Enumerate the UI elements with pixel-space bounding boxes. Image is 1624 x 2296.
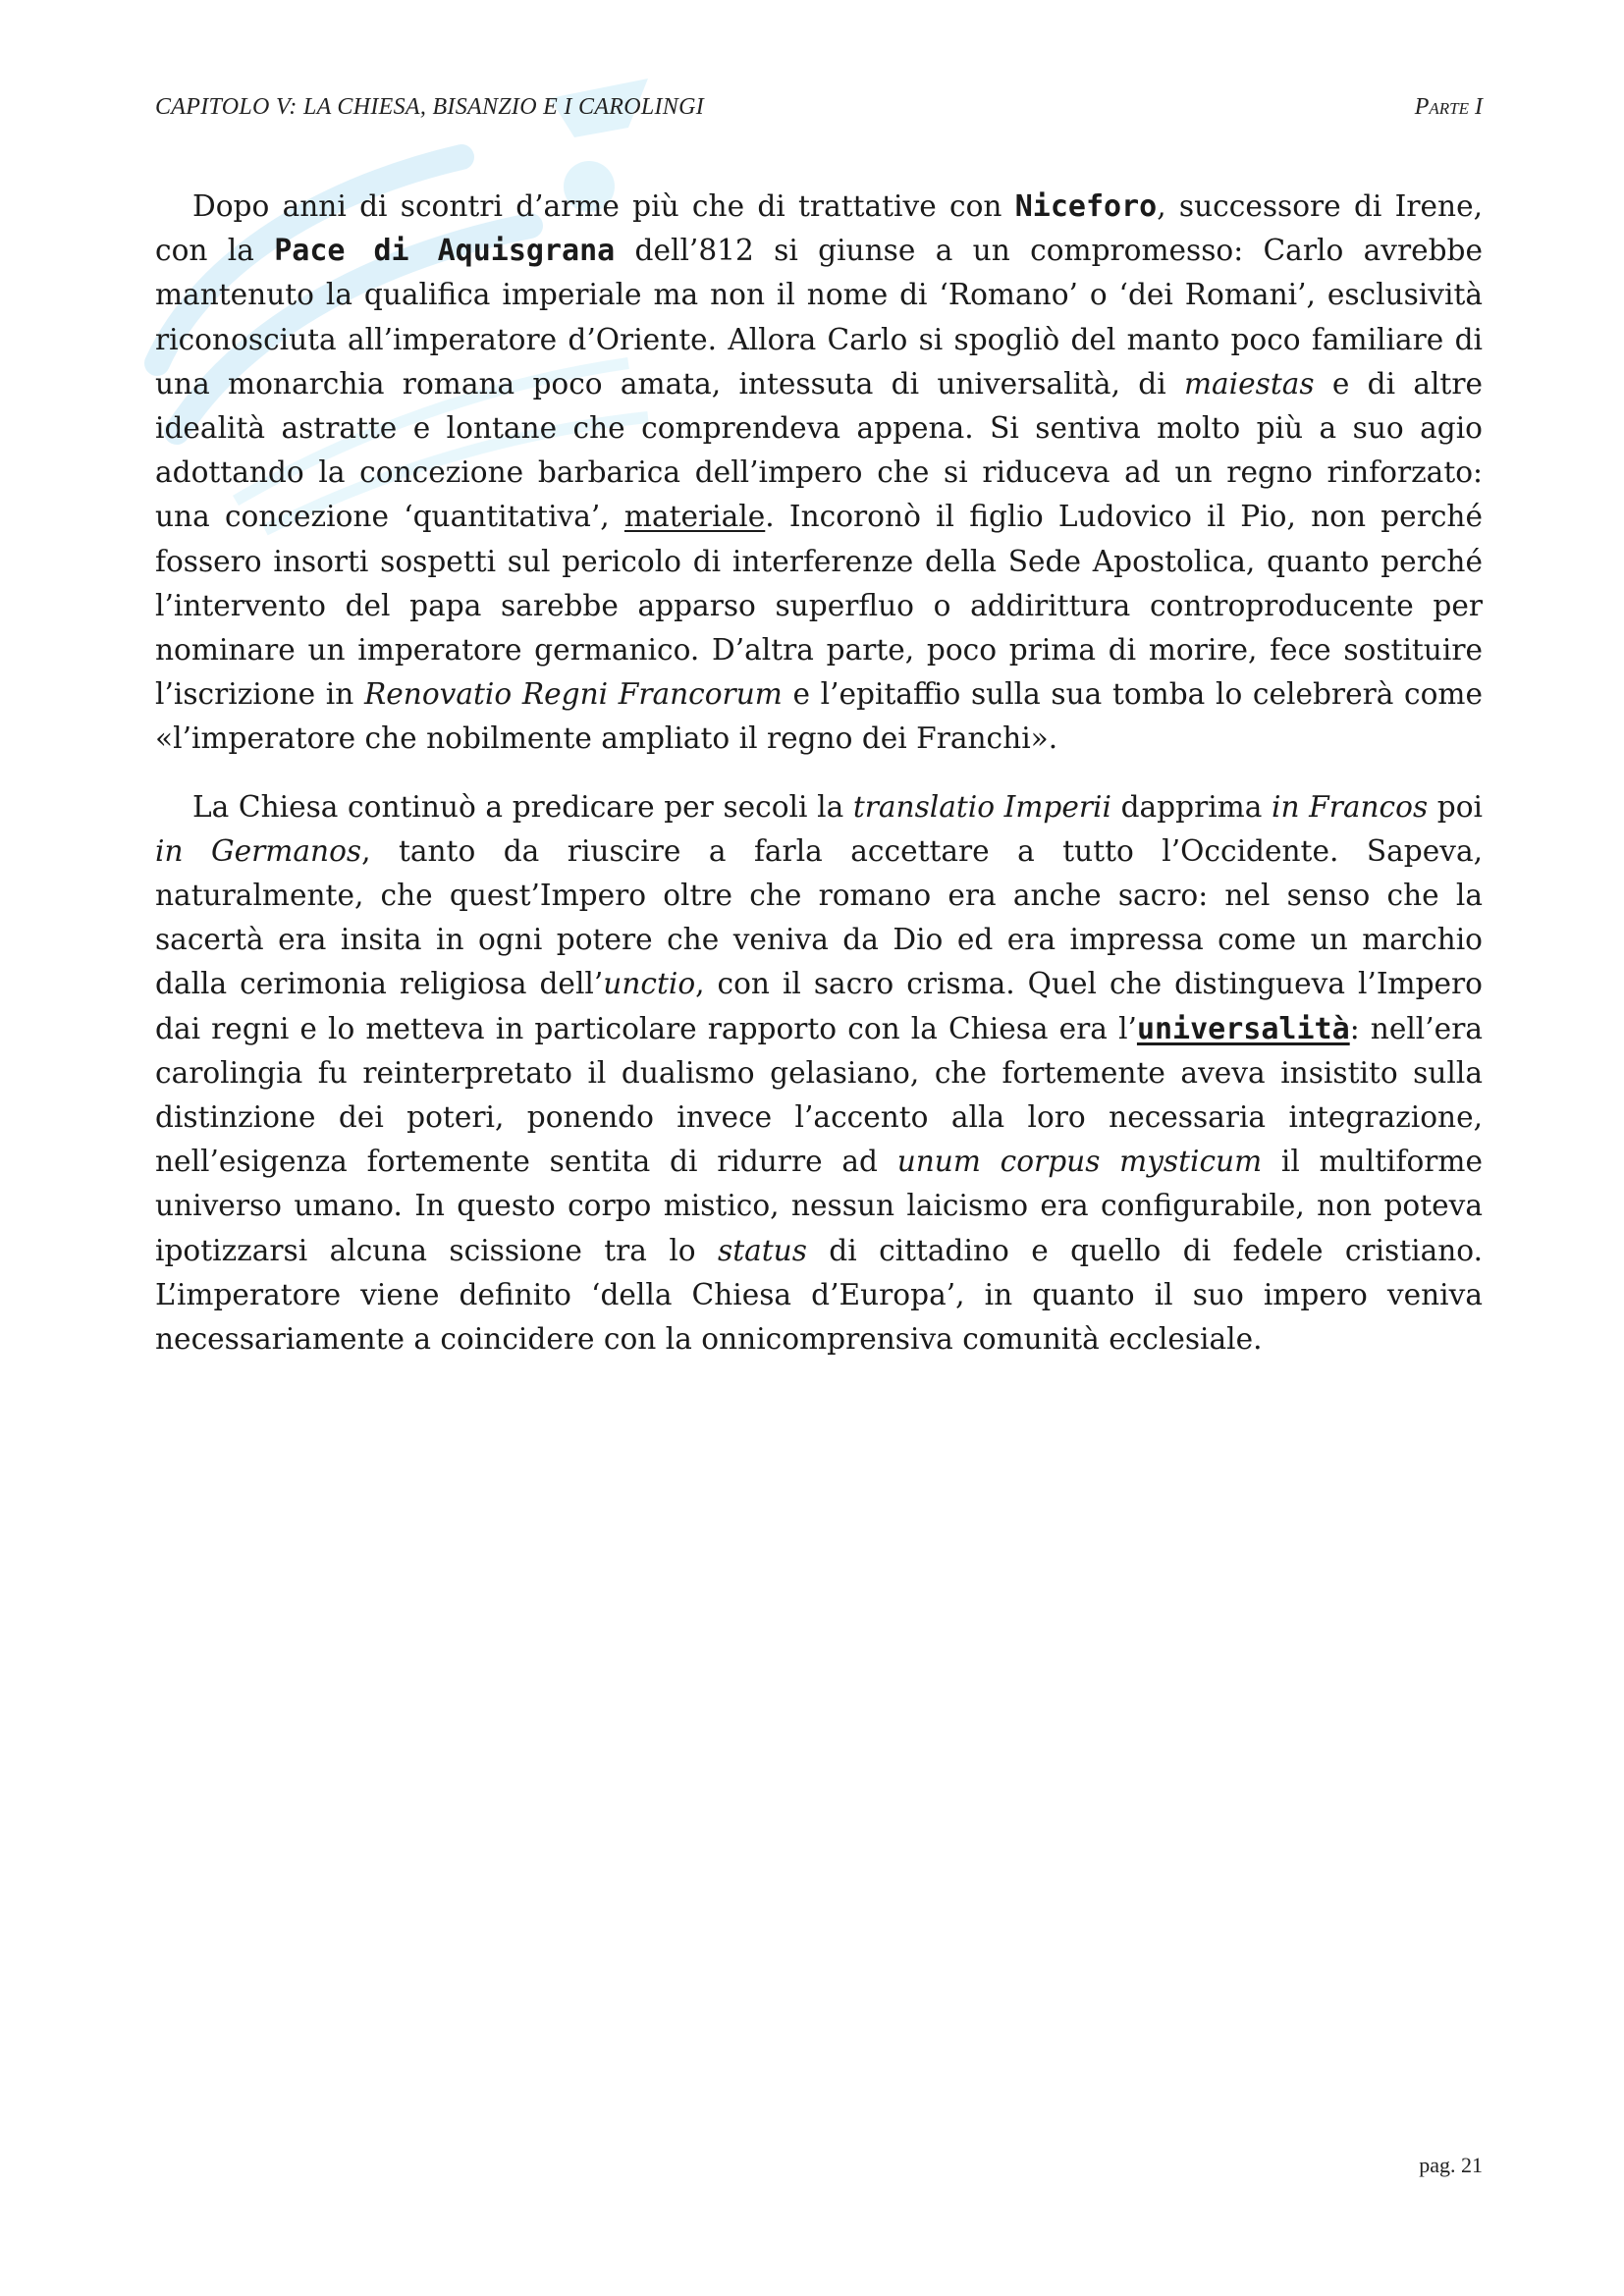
- paragraph: La Chiesa continuò a predicare per secoli la translatio Imperii dapprima in Francos poi in Germanos, tanto da riuscire a farla accettare a tutto l’Occidente. Sapeva, naturalmente, che quest’Impero oltre che romano era anche sacro: nel senso che la sacertà era insita in ogni potere che veniva da Dio ed era impressa come un marchio dalla cerimonia religiosa dell’unctio, con il sacro crisma. Quel che distingueva l’Impero dai regni e lo metteva in particolare rapporto con la Chiesa era l’universalità: nell’era carolingia fu reinterpretato il dualismo gelasiano, che fortemente aveva insistito sulla distinzione dei poteri, ponendo invece l’accento alla loro necessaria integrazione, nell’esigenza fortemente sentita di ridurre ad unum corpus mysticum il multiforme universo umano. In questo corpo mistico, nessun laicismo era configurabile, non poteva ipotizzarsi alcuna scissione tra lo status di cittadino e quello di fedele cristiano. L’imperatore viene definito ‘della Chiesa d’Europa’, in quanto il suo impero veniva necessariamente a coincidere con la onnicomprensiva comunità ecclesiale.: [155, 789, 1483, 1357]
- italic-term: status: [718, 1233, 807, 1267]
- paragraph: Dopo anni di scontri d’arme più che di trattative con Niceforo, successore di Irene, con la Pace di Aquisgrana dell’812 si giunse a un compromesso: Carlo avrebbe mantenuto la qualifica imperiale ma non il nome di ‘Romano’ o ‘dei Romani’, esclusività riconosciuta all’imperatore d’Oriente. Allora Carlo si spogliò del manto poco familiare di una monarchia romana poco amata, intessuta di universalità, di maiestas e di altre idealità astratte e lontane che comprendeva appena. Si sentiva molto più a suo agio adottando la concezione barbarica dell’impero che si riduceva ad un regno rinforzato: una concezione ‘quantitativa’, materiale. Incoronò il figlio Ludovico il Pio, non perché fossero insorti sospetti sul pericolo di interferenze della Sede Apostolica, quanto perché l’intervento del papa sarebbe apparso superfluo o addirittura controproducente per nominare un imperatore germanico. D’altra parte, poco prima di morire, fece sostituire l’iscrizione in Renovatio Regni Francorum e l’epitaffio sulla sua tomba lo celebrerà come «l’imperatore che nobilmente ampliato il regno dei Franchi».: [155, 189, 1484, 756]
- italic-term: maiestas: [1183, 366, 1315, 400]
- italic-term: translatio Imperii: [852, 789, 1111, 824]
- italic-term: unum corpus mysticum: [896, 1145, 1263, 1179]
- underlined-term: materiale: [623, 500, 766, 534]
- italic-term: Renovatio Regni Francorum: [364, 677, 783, 712]
- bold-underlined-term: universalità: [1136, 1011, 1350, 1046]
- bold-term: Pace di Aquisgrana: [274, 234, 616, 269]
- page-number: pag. 21: [1419, 2153, 1483, 2177]
- italic-term: in Francos: [1272, 789, 1429, 824]
- italic-term: in Germanos: [155, 833, 362, 868]
- italic-term: unctio: [603, 967, 696, 1001]
- bold-term: Niceforo: [1014, 189, 1158, 224]
- body-text: [155, 185, 1483, 1362]
- chapter-title: CAPITOLO V: LA CHIESA, BISANZIO E I CAROLINGI: [155, 94, 705, 120]
- part-label: Parte I: [1414, 94, 1483, 120]
- page-header: [155, 94, 1483, 133]
